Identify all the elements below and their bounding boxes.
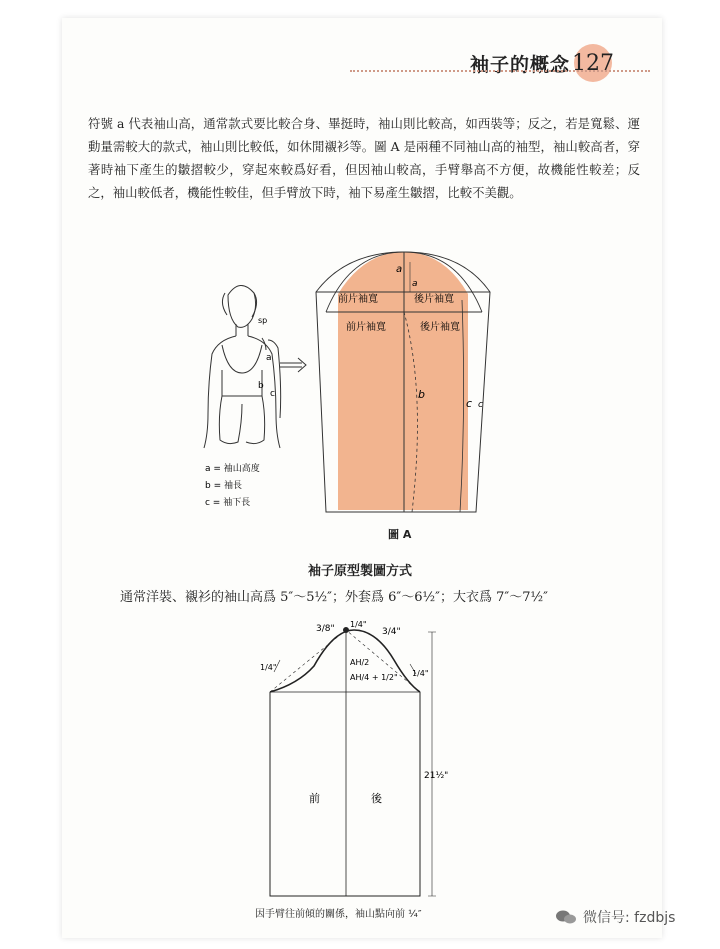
draft-ah-formula-label: AH/4 + 1/2" bbox=[350, 673, 398, 682]
draft-length-label: 21½" bbox=[424, 771, 449, 781]
sleeve-b-label: b bbox=[418, 388, 425, 401]
sleeve-c-label-2: c bbox=[478, 400, 483, 410]
draft-top-mark-label: 1/4" bbox=[350, 620, 367, 629]
figure-sp-label: sp bbox=[258, 316, 268, 325]
page-number: 127 bbox=[574, 44, 612, 82]
figure-b-label: b bbox=[258, 381, 264, 391]
sleeve-c-label-1: c bbox=[466, 397, 473, 410]
inner-front-width-label: 前片袖寬 bbox=[346, 322, 386, 333]
legend-a: a = 袖山高度 bbox=[205, 464, 260, 474]
draft-left-side-label: 1/4" bbox=[260, 663, 277, 672]
sleeve-a-label-1: a bbox=[396, 264, 403, 275]
draft-right-side-label: 1/4" bbox=[412, 669, 429, 678]
sleeve-comparison bbox=[316, 252, 490, 512]
outer-back-width-label: 後片袖寬 bbox=[414, 294, 454, 305]
figure-c-label: c bbox=[270, 389, 275, 399]
body-paragraph: 符號 a 代表袖山高，通常款式要比較合身、畢挺時，袖山則比較高，如西裝等；反之，若是寬鬆、運動量需較大的款式，袖山則比較低，如休閒襯衫等。圖 A 是兩種不同袖山高的袖型，袖山較高者，穿著時袖下產生的皺摺較少，穿起來較爲好看，但因袖山較高，手臂舉高不方便，故機能性較差；反之，袖山較低者，機能性較佳，但手臂放下時，袖下易產生皺摺，比較不美觀。 bbox=[88, 116, 640, 200]
chapter-title: 袖子的概念 bbox=[470, 53, 571, 76]
sleeve-a-label-2: a bbox=[412, 279, 418, 289]
draft-note: 因手臂往前傾的關係，袖山點向前 ¼″ bbox=[255, 909, 422, 920]
sleeve-draft bbox=[270, 628, 436, 897]
outer-front-width-label: 前片袖寬 bbox=[338, 294, 378, 305]
arrow-icon bbox=[280, 358, 306, 372]
draft-back-label: 後 bbox=[371, 792, 382, 805]
woman-figure bbox=[204, 285, 281, 448]
figure-a-label: a bbox=[266, 353, 272, 363]
legend-b: b = 袖長 bbox=[205, 481, 242, 491]
draft-ah-half-label: AH/2 bbox=[350, 658, 370, 667]
figure-a-caption: 圖 A bbox=[388, 528, 412, 541]
wechat-icon bbox=[555, 910, 577, 924]
draft-front-label: 前 bbox=[309, 792, 320, 805]
section-title: 袖子原型製圖方式 bbox=[307, 564, 412, 579]
watermark-text: 微信号: fzdbjs bbox=[583, 910, 676, 926]
draft-cap-left-label: 3/8" bbox=[316, 624, 335, 634]
wechat-watermark bbox=[555, 907, 675, 927]
draft-cap-right-label: 3/4" bbox=[382, 627, 401, 637]
inner-back-width-label: 後片袖寬 bbox=[420, 322, 460, 333]
legend-c: c = 袖下長 bbox=[205, 498, 251, 508]
section-subtitle: 通常洋裝、襯衫的袖山高爲 5″～5½″；外套爲 6″～6½″；大衣爲 7″～7½″ bbox=[120, 590, 548, 605]
